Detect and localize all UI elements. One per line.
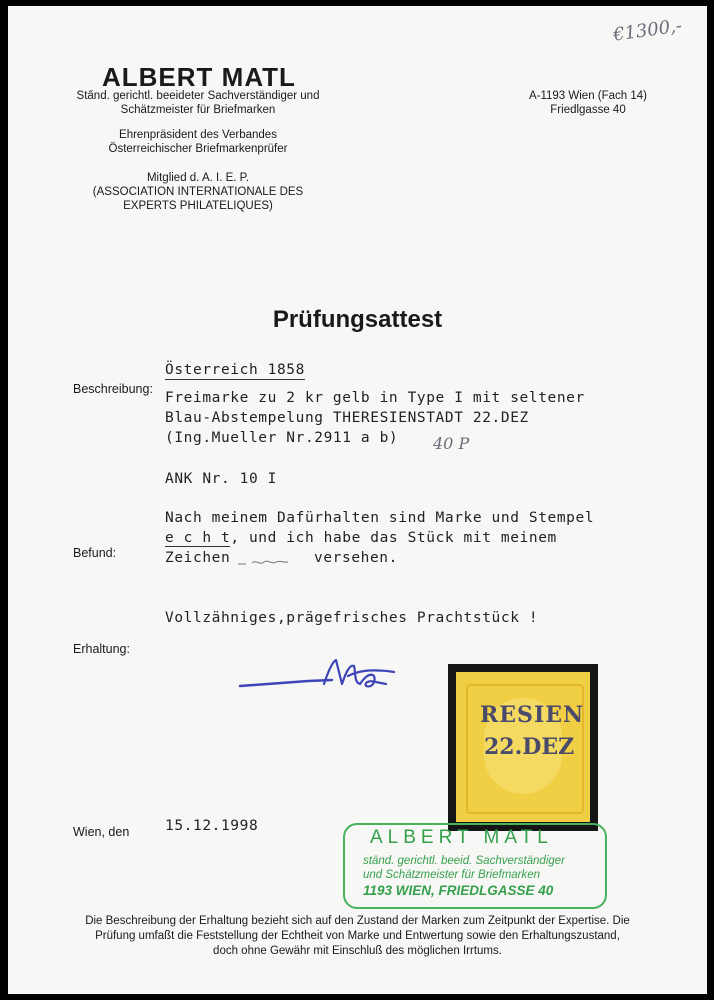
befund-line-3-b: versehen. [314,550,398,566]
signature [236,654,401,699]
footer-disclaimer [8,914,707,959]
befund-echt: e c h t [165,530,231,546]
description-line-1: Freimarke zu 2 kr gelb in Type I mit seltener [165,390,585,406]
stamp [456,672,590,822]
header-line-4: Österreichischer Briefmarkenprüfer [108,143,288,155]
befund-line-2 [165,530,557,546]
expert-membership [48,171,348,213]
cancel-line-1: RESIEN [480,702,585,728]
ank-number: ANK Nr. 10 I [165,471,277,487]
address-line-2: Friedlgasse 40 [550,104,626,116]
expert-credentials [48,89,348,117]
expert-name: ALBERT MATL [102,62,296,92]
header-line-1: Sta̋nd. gerichtl. beeideter Sachverständiger und [76,90,320,102]
seal-line-1: ständ. gerichtl. beeid. Sachverständiger [363,855,566,867]
certificate-title: Prüfungsattest [272,306,443,333]
header-line-6: (ASSOCIATION INTERNATIONALE DES [92,186,304,198]
seal-name: ALBERT MATL [370,827,553,848]
description-line-2: Blau-Abstempelung THERESIENSTADT 22.DEZ [165,410,529,426]
label-befund: Befund: [73,546,117,560]
certificate-sheet [8,6,707,994]
header-line-3: Ehrenpräsident des Verbandes [119,129,277,141]
label-wien: Wien, den [73,825,130,839]
footer-line-3: doch ohne Gewähr mit Einschluß des möglichen Irrtums. [213,945,502,957]
expert-seal-stamp [343,823,607,909]
footer-line-1: Die Beschreibung der Erhaltung bezieht sich auf den Zustand der Marken zum Zeitpunkt der Expertise. Die [85,915,630,927]
footer-line-2: Prüfung umfaßt die Feststellung der Echtheit von Marke und Entwertung sowie den Erhaltungszustand, [95,930,620,942]
stamp-mount [448,664,598,831]
description-line-3: (Ing.Mueller Nr.2911 a b) [165,430,399,446]
expert-mark [236,554,291,568]
certificate-date: 15.12.1998 [165,818,259,834]
befund-line-1: Nach meinem Dafürhalten sind Marke und Stempel [165,510,595,526]
description-hand-note: 40 P [433,434,470,453]
befund-line-2-rest: , und ich habe das Stück mit meinem [230,530,557,546]
header-line-5: Mitglied d. A. I. E. P. [146,172,250,184]
address-line-1: A-1193 Wien (Fach 14) [528,90,648,102]
seal-line-3: 1193 WIEN, FRIEDLGASSE 40 [363,883,554,898]
header-line-7: EXPERTS PHILATELIQUES) [123,200,273,212]
cancel-line-2: 22.DEZ [484,734,575,760]
seal-line-2: und Schätzmeister für Briefmarken [363,869,541,881]
expert-address [518,89,658,117]
header-line-2: Schätzmeister für Briefmarken [120,104,276,116]
befund-line-3-a: Zeichen [165,550,231,566]
description-country: Österreich 1858 [165,362,305,378]
price-note: €1300,- [611,15,684,46]
expert-honorary [48,128,348,156]
label-erhaltung: Erhaltung: [73,642,130,656]
label-beschreibung: Beschreibung: [73,382,153,396]
erhaltung-text: Vollzähniges,prägefrisches Prachtstück ! [165,610,539,626]
